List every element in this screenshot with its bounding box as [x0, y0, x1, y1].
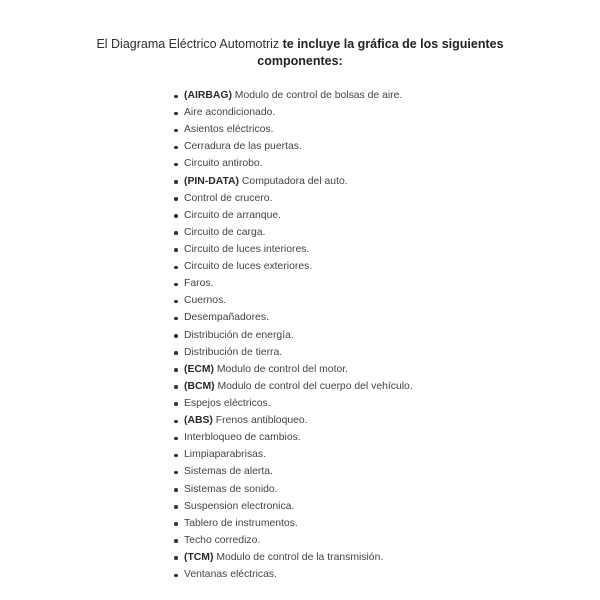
bullet-icon: [174, 283, 178, 287]
bullet-icon: [174, 231, 178, 235]
component-description: Frenos antibloqueo.: [212, 415, 308, 427]
component-list-item: [169, 446, 413, 463]
bullet-icon: [174, 574, 178, 578]
component-list-item: [169, 224, 413, 241]
component-description: Computadora del auto.: [239, 175, 348, 187]
component-list-item: [169, 498, 413, 515]
component-description: Circuito antirobo.: [184, 158, 263, 170]
bullet-icon: [174, 334, 178, 338]
component-description: Ventanas eléctricas.: [184, 569, 277, 581]
component-code: (AIRBAG): [184, 90, 232, 101]
bullet-icon: [174, 129, 178, 133]
component-list-item: [169, 292, 413, 309]
bullet-icon: [174, 385, 178, 389]
component-list-item: [169, 87, 413, 104]
bullet-icon: [174, 437, 178, 441]
component-description: Modulo de control del motor.: [214, 363, 349, 375]
component-list-item: [169, 378, 413, 395]
component-list-item: [169, 121, 413, 138]
component-list-item: [169, 566, 413, 583]
component-list-item: [169, 463, 413, 480]
component-description: Circuito de carga.: [184, 226, 266, 238]
bullet-icon: [174, 180, 178, 184]
bullet-icon: [174, 163, 178, 167]
component-description: Circuito de luces exteriores.: [184, 261, 313, 273]
component-list-item: [169, 275, 413, 292]
bullet-icon: [174, 317, 178, 321]
component-code: (ABS): [184, 415, 213, 427]
component-description: Control de crucero.: [184, 192, 273, 204]
bullet-icon: [174, 95, 178, 99]
component-description: Cerradura de las puertas.: [184, 141, 302, 153]
component-description: Asientos eléctricos.: [184, 124, 274, 136]
component-description: Tablero de instrumentos.: [184, 517, 298, 529]
component-description: Espejos eléctricos.: [184, 397, 271, 409]
bullet-icon: [174, 214, 178, 218]
bullet-icon: [174, 300, 178, 304]
component-code: (PIN-DATA): [184, 175, 240, 187]
component-list-item: [169, 395, 413, 412]
bullet-icon: [174, 471, 178, 475]
bullet-icon: [174, 522, 178, 526]
component-description: Sistemas de sonido.: [184, 483, 278, 495]
component-description: Circuito de arranque.: [184, 209, 282, 221]
component-code: (ECM): [184, 363, 215, 375]
component-description: Modulo de control de bolsas de aire.: [231, 90, 403, 101]
bullet-icon: [174, 351, 178, 355]
component-description: Techo corredizo.: [184, 534, 261, 546]
component-description: Modulo de control del cuerpo del vehículo.: [214, 380, 413, 392]
component-list-item: [169, 155, 413, 172]
component-list-item: [169, 549, 413, 566]
component-description: Aire acondicionado.: [184, 107, 276, 119]
component-list-item: [169, 412, 413, 429]
bullet-icon: [174, 505, 178, 509]
component-code: (TCM): [184, 551, 214, 563]
component-list-item: [169, 515, 413, 532]
bullet-icon: [174, 556, 178, 560]
component-list-item: [169, 327, 413, 344]
component-description: Distribución de energía.: [184, 329, 294, 341]
component-code: (BCM): [184, 380, 215, 392]
component-list-item: [169, 190, 413, 207]
components-list: [169, 87, 413, 583]
bullet-icon: [174, 420, 178, 424]
component-list-item: [169, 532, 413, 549]
component-description: Desempañadores.: [184, 312, 269, 324]
component-list-item: [169, 138, 413, 155]
component-list-item: [169, 173, 413, 190]
intro-regular-text: El Diagrama Eléctrico Automotriz: [96, 37, 283, 51]
bullet-icon: [174, 197, 178, 201]
intro-bold-text: te incluye la gráfica de los siguientes componentes:: [257, 37, 504, 68]
bullet-icon: [174, 112, 178, 116]
bullet-icon: [174, 248, 178, 252]
component-description: Circuito de luces interiores.: [184, 243, 310, 255]
component-list-item: [169, 481, 413, 498]
component-list-item: [169, 429, 413, 446]
component-description: Cuernos.: [184, 295, 227, 307]
component-list-item: [169, 241, 413, 258]
component-list-item: [169, 309, 413, 326]
bullet-icon: [174, 454, 178, 458]
bullet-icon: [174, 539, 178, 543]
bullet-icon: [174, 402, 178, 406]
component-description: Sistemas de alerta.: [184, 466, 273, 478]
component-list-item: [169, 361, 413, 378]
bullet-icon: [174, 368, 178, 372]
component-description: Suspension electronica.: [184, 500, 295, 512]
bullet-icon: [174, 488, 178, 492]
bullet-icon: [174, 266, 178, 270]
component-description: Modulo de control de la transmisión.: [213, 551, 384, 563]
bullet-icon: [174, 146, 178, 150]
intro-paragraph: [60, 36, 540, 70]
component-list-item: [169, 207, 413, 224]
component-list-item: [169, 344, 413, 361]
component-description: Faros.: [184, 278, 214, 290]
component-list-item: [169, 258, 413, 275]
component-description: Limpiaparabrisas.: [184, 449, 267, 461]
component-description: Distribución de tierra.: [184, 346, 283, 358]
component-list-item: [169, 104, 413, 121]
component-description: Interbloqueo de cambios.: [184, 432, 301, 444]
